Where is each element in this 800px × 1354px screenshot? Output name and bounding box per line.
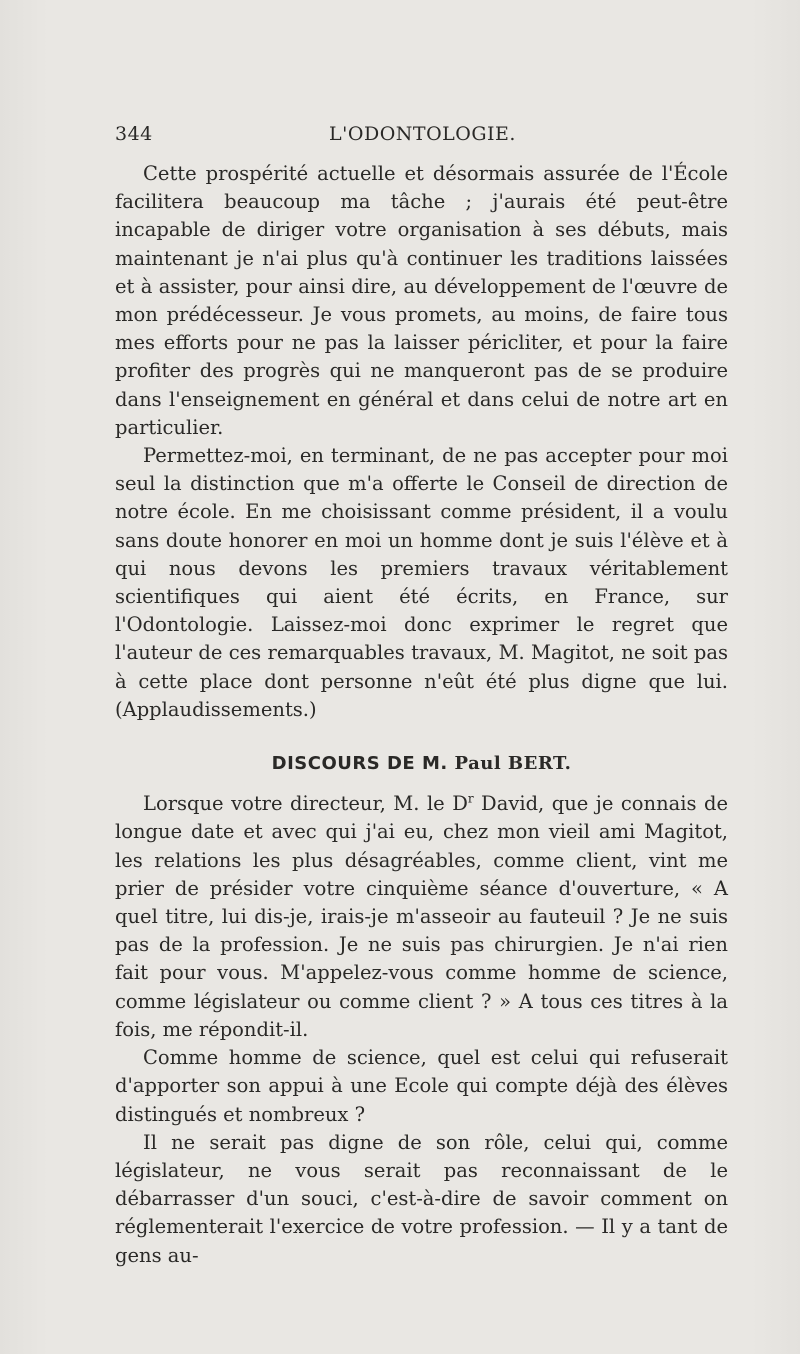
paragraph — [115, 790, 728, 1044]
section-heading-prefix: DISCOURS DE M. — [271, 753, 448, 775]
page-number: 344 — [115, 123, 153, 145]
paragraph: Cette prospérité actuelle et désormais assurée de l'École facilitera beaucoup ma tâche ; j'aurais été peut-être incapable de diriger votre organisation à ses débuts, mais maintenant je n'ai plus qu'à continuer les traditions laissées et à assister, pour ainsi dire, au développement de l'œuvre de mon prédécesseur. Je vous promets, au moins, de faire tous mes efforts pour ne pas la laisser péricliter, et pour la faire profiter des progrès qui ne manqueront pas de se produire dans l'enseignement en général et dans celui de notre art en particulier. — [115, 162, 728, 439]
body-text — [115, 160, 728, 1270]
section-heading-name: Paul BERT. — [454, 753, 572, 775]
speech-text-end: David, que je connais de longue date et avec qui j'ai eu, chez mon vieil ami Magitot, les relations les plus désagréables, comme client, vint me prier de présider votre cinquième séance d'ouverture, « A quel titre, lui dis-je, irais-je m'asseoir au fauteuil ? Je ne suis pas de la profession. Je ne suis pas chirurgien. Je n'ai rien fait pour vous. M'appelez-vous comme homme de science, comme législateur ou comme client ? » A tous ces titres à la fois, me répondit-il. — [115, 792, 728, 1041]
superscript: r — [467, 791, 474, 806]
speech-text-start: Lorsque votre directeur, M. le D — [143, 792, 468, 816]
paragraph: Comme homme de science, quel est celui qui refuserait d'apporter son appui à une Ecole qui compte déjà des élèves distingués et nombreux ? — [115, 1046, 728, 1126]
running-head — [115, 123, 730, 149]
paragraph: Permettez-moi, en terminant, de ne pas accepter pour moi seul la distinction que m'a offerte le Conseil de direction de notre école. En me choisissant comme président, il a voulu sans doute honorer en moi un homme dont je suis l'élève et à qui nous devons les premiers travaux véritablement scientifiques qui aient été écrits, en France, sur l'Odontologie. Laissez-moi donc exprimer le regret que l'auteur de ces remarquables travaux, M. Magitot, ne soit pas à cette place dont personne n'eût été plus digne que lui. (Applaudissements.) — [115, 444, 728, 721]
section-heading — [115, 750, 728, 778]
running-title: L'ODONTOLOGIE. — [329, 123, 516, 145]
paragraph: Il ne serait pas digne de son rôle, celui qui, comme législateur, ne vous serait pas reconnaissant de le débarrasser d'un souci, c'est-à-dire de savoir comment on réglementerait l'exercice de votre profession. — Il y a tant de gens au- — [115, 1130, 728, 1267]
